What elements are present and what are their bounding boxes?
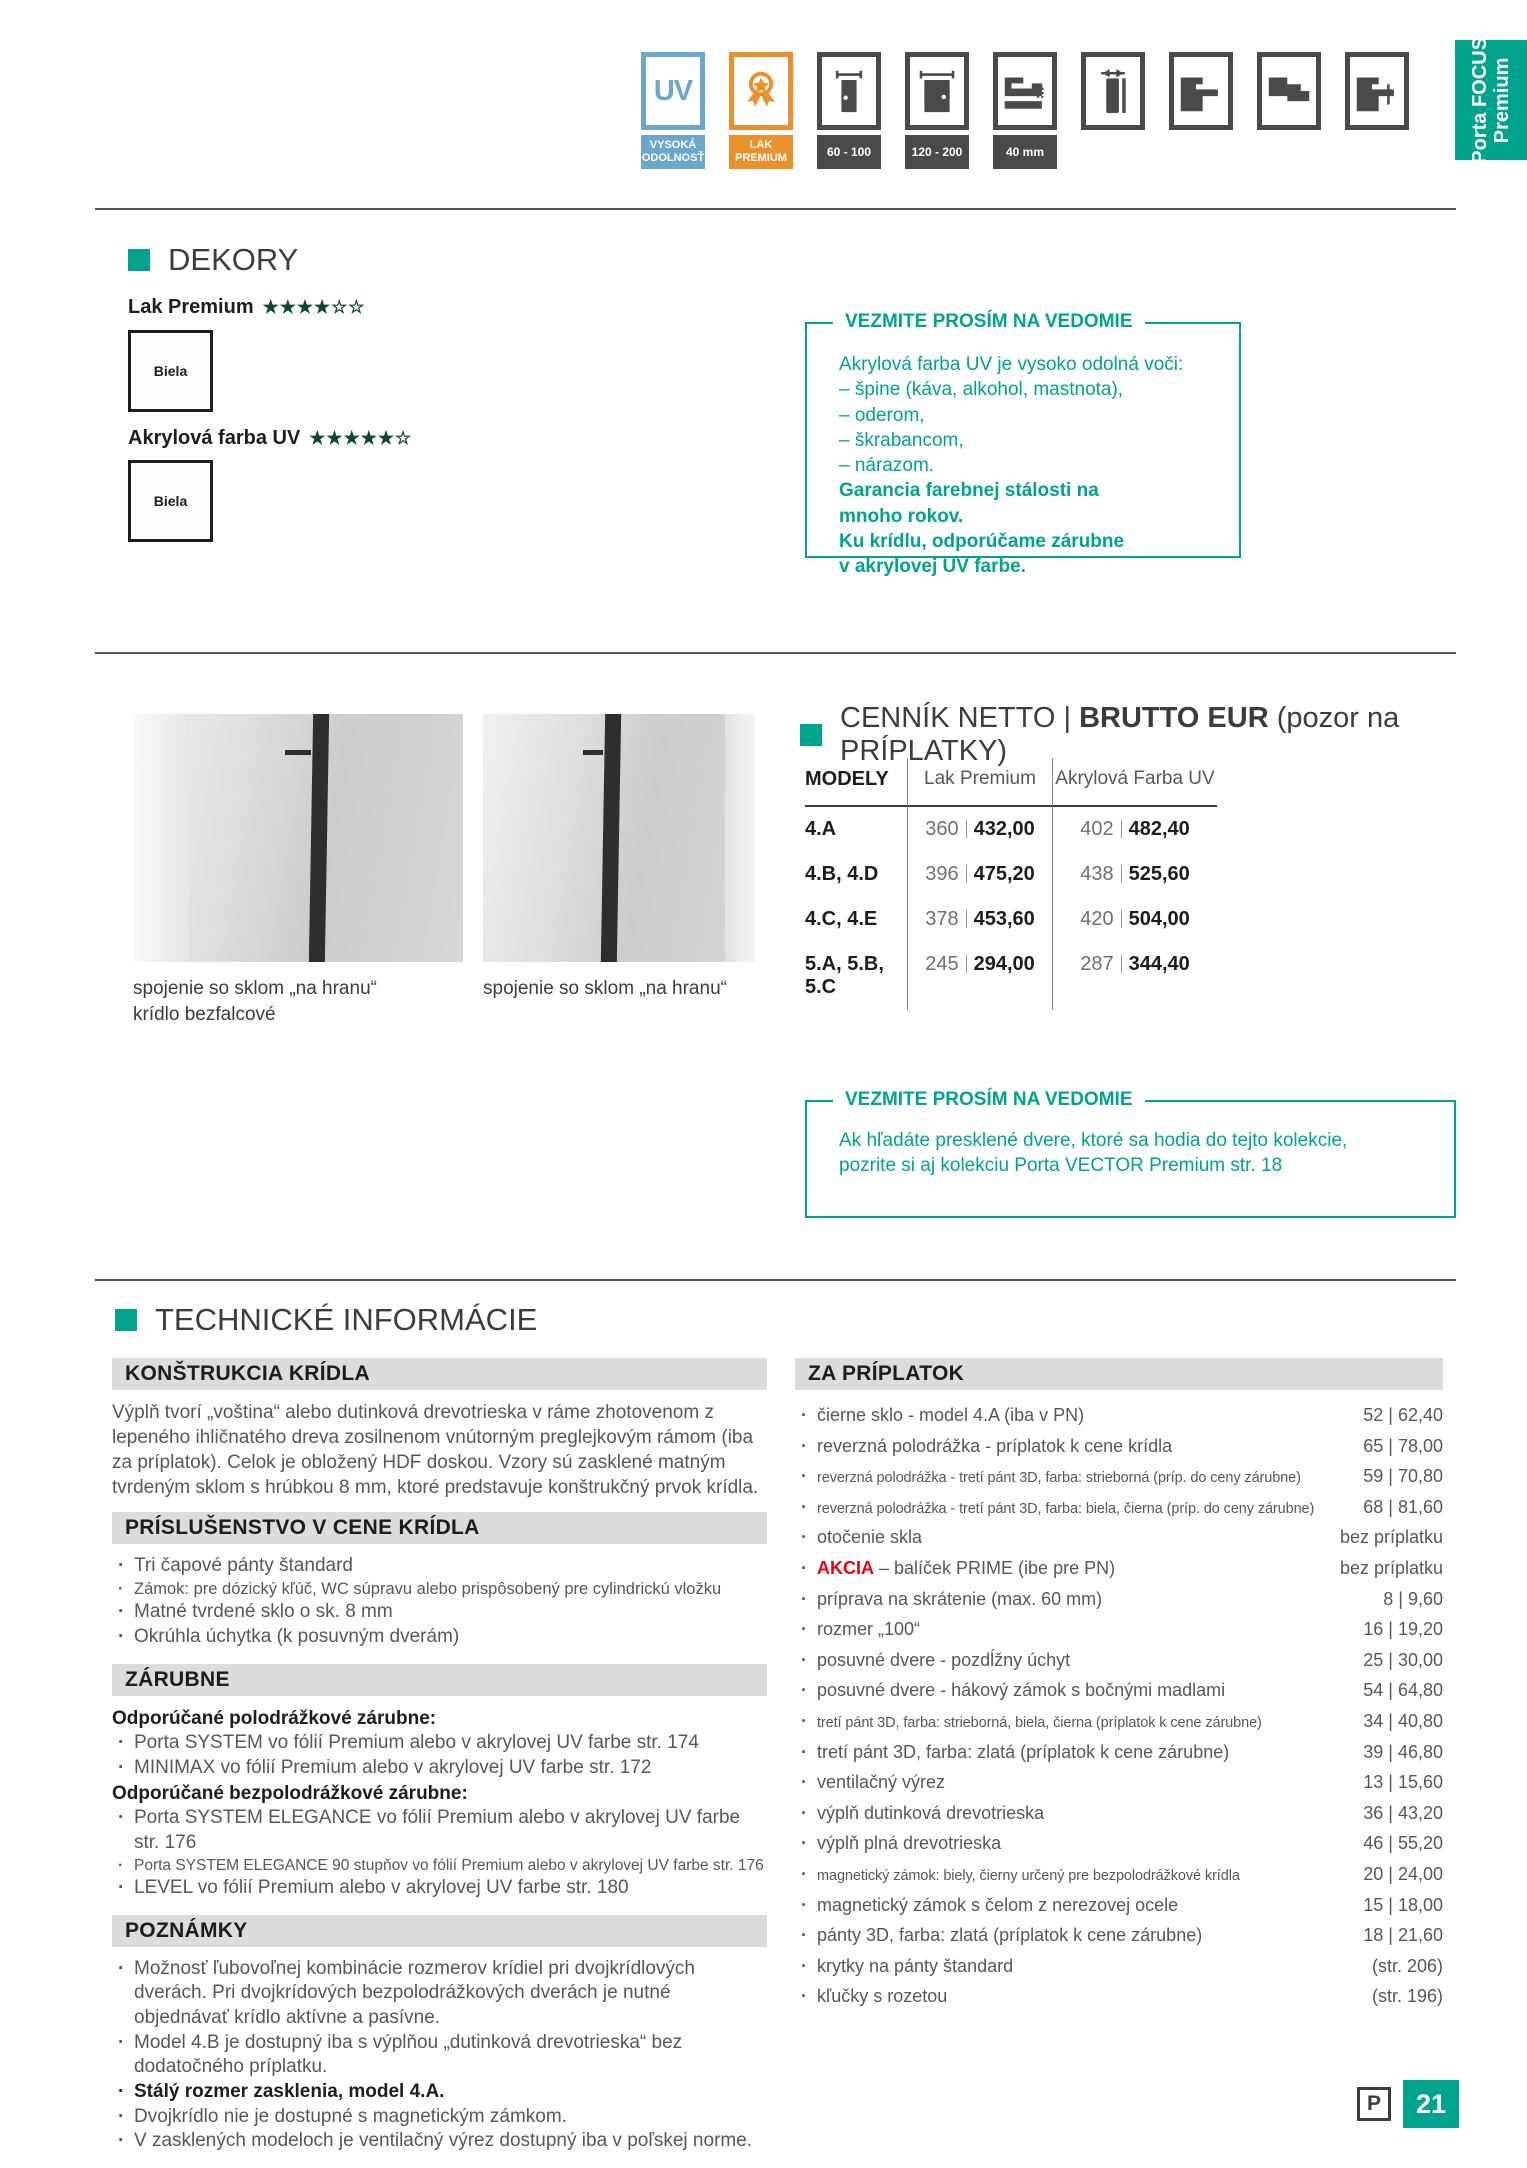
- section-bar-poznamky: POZNÁMKY: [112, 1915, 767, 1947]
- notice-title: VEZMITE PROSÍM NA VEDOMIE: [833, 311, 1145, 333]
- pricing-title: CENNÍK NETTO | BRUTTO EUR (pozor na PRÍPLATKY): [840, 702, 1400, 767]
- color-swatch-biela-lak[interactable]: [128, 330, 213, 412]
- price-cell: 378 453,60: [907, 897, 1052, 942]
- surcharge-row-akcia: · AKCIA – balíček PRIME (ibe pre PN) bez príplatku: [795, 1553, 1443, 1584]
- price-cell: 245 294,00: [907, 942, 1052, 1010]
- price-cell: 420 504,00: [1052, 897, 1217, 942]
- zarubne-list: [112, 1706, 767, 1901]
- surcharge-column: [795, 1358, 1443, 2012]
- list-item: · Stálý rozmer zasklenia, model 4.A.: [112, 2080, 767, 2105]
- surcharge-row: · rozmer „100“ 16 | 19,20: [795, 1614, 1443, 1645]
- uv-icon: UV: [641, 52, 705, 130]
- surcharge-row: · reverzná polodrážka - príplatok k cene krídla 65 | 78,00: [795, 1431, 1443, 1462]
- section-bar-prislusenstvo: PRÍSLUŠENSTVO V CENE KRÍDLA: [112, 1512, 767, 1544]
- tech-info-title: TECHNICKÉ INFORMÁCIE: [155, 1302, 538, 1337]
- badge-leaf-thickness: [993, 52, 1057, 169]
- leaf-thickness-profile-icon: [993, 52, 1057, 130]
- swatch-label: Biela: [153, 363, 188, 379]
- dekory-heading: [128, 242, 298, 278]
- list-item: · Okrúhla úchytka (k posuvným dverám): [112, 1625, 767, 1650]
- star-rating: ★★★★★☆: [309, 428, 413, 448]
- list-item: · MINIMAX vo fólií Premium alebo v akrylovej UV farbe str. 172: [112, 1756, 767, 1781]
- uv-badge-label: VYSOKÁ ODOLNOSŤ: [641, 135, 705, 169]
- column-header-akrylova-uv: Akrylová Farba UV: [1052, 758, 1217, 807]
- sliding-door-icon: [1081, 52, 1145, 130]
- akcia-flag: AKCIA: [817, 1557, 874, 1578]
- surcharge-row: · tretí pánt 3D, farba: zlatá (príplatok k cene zárubne) 39 | 46,80: [795, 1737, 1443, 1768]
- model-cell: 4.C, 4.E: [805, 908, 878, 930]
- frame-profile-icon-3: [1345, 52, 1409, 130]
- dekory-title: DEKORY: [168, 242, 299, 277]
- divider: [95, 652, 1456, 654]
- price-cell: 402 482,40: [1052, 807, 1217, 852]
- badge-door-width-small: [817, 52, 881, 169]
- frame-profile-icon-2: [1257, 52, 1321, 130]
- surcharge-row: · reverzná polodrážka - tretí pánt 3D, farba: biela, čierna (príp. do ceny zárubne) 68 | 81,60: [795, 1492, 1443, 1523]
- list-item: · Model 4.B je dostupný iba s výplňou „dutinková drevotrieska“ bez dodatočného príplatku.: [112, 2031, 767, 2080]
- door-width-small-label: 60 - 100: [817, 135, 881, 169]
- frame-profile-icon-1: [1169, 52, 1233, 130]
- surcharge-row: · tretí pánt 3D, farba: strieborná, biela, čierna (príplatok k cene zárubne) 34 | 40,80: [795, 1706, 1443, 1737]
- surcharge-row: · magnetický zámok s čelom z nerezovej ocele 15 | 18,00: [795, 1890, 1443, 1921]
- surcharge-row: · pánty 3D, farba: zlatá (príplatok k cene zárubne) 18 | 21,60: [795, 1920, 1443, 1951]
- surcharge-row: · krytky na pánty štandard (str. 206): [795, 1951, 1443, 1982]
- section-bar-zarubne: ZÁRUBNE: [112, 1664, 767, 1696]
- collection-tier: Premium: [1491, 57, 1513, 143]
- list-item: · Tri čapové pánty štandard: [112, 1554, 767, 1579]
- surcharge-row: · čierne sklo - model 4.A (iba v PN) 52 | 62,40: [795, 1400, 1443, 1431]
- notice-body: Akrylová farba UV je vysoko odolná voči: – špine (káva, alkohol, mastnota), – oderom, – škrabancom, – nárazom. Garancia farebnej stálosti na mnoho rokov. Ku krídlu, odporúčame zárubne v akrylovej UV farbe.: [839, 354, 1184, 578]
- surcharge-row: · výplň dutinková drevotrieska 36 | 43,20: [795, 1798, 1443, 1829]
- list-item: · Porta SYSTEM vo fólií Premium alebo v akrylovej UV farbe str. 174: [112, 1731, 767, 1756]
- narrow-door-icon: [817, 52, 881, 130]
- medal-star-icon: [729, 52, 793, 130]
- list-item: · V zasklených modeloch je ventilačný výrez dostupný iba v poľskej norme.: [112, 2129, 767, 2154]
- notice-title: VEZMITE PROSÍM NA VEDOMIE: [833, 1089, 1145, 1111]
- badge-lak-premium: [729, 52, 793, 169]
- star-rating: ★★★★☆☆: [262, 297, 366, 317]
- section-bar-konstrukcia: KONŠTRUKCIA KRÍDLA: [112, 1358, 767, 1390]
- list-item: · Porta SYSTEM ELEGANCE vo fólií Premium alebo v akrylovej UV farbe str. 176: [112, 1806, 767, 1855]
- list-item: · Zámok: pre dózický kľúč, WC súpravu alebo prispôsobený pre cylindrickú vložku: [112, 1579, 767, 1600]
- notice-box-uv: [805, 311, 1241, 578]
- notice-box-vector: [805, 1089, 1456, 1218]
- column-header-lak-premium: Lak Premium: [907, 758, 1052, 807]
- price-cell: 438 525,60: [1052, 852, 1217, 897]
- model-cell: 4.A: [805, 818, 837, 840]
- konstrukcia-text: Výplň tvorí „voština“ alebo dutinková drevotrieska v ráme zhotovenom z lepeného ihličnatého dreva zosilnenom vnútorným preglejkovým rámom (iba za príplatok). Celok je obložený HDF doskou. Vzory sú zasklené matným tvrdeným sklom s hrúbkou 8 mm, ktoré predstavuje konštrukčný prvok krídla.: [112, 1402, 759, 1499]
- surcharge-row: · posuvné dvere - hákový zámok s bočnými madlami 54 | 64,80: [795, 1675, 1443, 1706]
- surcharge-row: · príprava na skrátenie (max. 60 mm) 8 | 9,60: [795, 1584, 1443, 1615]
- poznamky-list: [112, 1957, 767, 2155]
- door-width-large-label: 120 - 200: [905, 135, 969, 169]
- badge-sliding-door: [1081, 52, 1145, 130]
- notice-body: Ak hľadáte presklené dvere, ktoré sa hodia do tejto kolekcie, pozrite si aj kolekciu Porta VECTOR Premium str. 18: [839, 1130, 1348, 1177]
- prislusenstvo-list: [112, 1554, 767, 1650]
- price-cell: 287 344,40: [1052, 942, 1217, 1010]
- surcharge-row: · ventilačný výrez 13 | 15,60: [795, 1767, 1443, 1798]
- section-bar-za-priplatok: ZA PRÍPLATOK: [795, 1358, 1443, 1390]
- price-cell: 396 475,20: [907, 852, 1052, 897]
- tech-left-column: [112, 1358, 767, 2168]
- teal-square-bullet: [128, 249, 150, 271]
- price-table: [805, 758, 1217, 1010]
- door-joint-photo-left: [133, 714, 463, 962]
- zarubne-subheading: Odporúčané polodrážkové zárubne:: [112, 1707, 437, 1729]
- photo-caption-right: spojenie so sklom „na hranu“: [483, 978, 727, 999]
- color-swatch-biela-akryl[interactable]: [128, 460, 213, 542]
- page-number-badge: 21: [1403, 2080, 1459, 2128]
- door-joint-photo-right: [483, 714, 755, 962]
- page-footer: [1357, 2080, 1459, 2128]
- lak-premium-badge-label: LAK PREMIUM: [729, 135, 793, 169]
- porta-logo: P: [1357, 2087, 1391, 2121]
- collection-side-tab-label: [1469, 37, 1514, 164]
- list-item: · Porta SYSTEM ELEGANCE 90 stupňov vo fólií Premium alebo v akrylovej UV farbe str. 176: [112, 1856, 767, 1876]
- finish-akrylova-uv: Akrylová farba UV ★★★★★☆: [128, 427, 413, 449]
- divider: [95, 1279, 1456, 1281]
- collection-name: Porta FOCUS: [1468, 36, 1491, 164]
- wide-door-icon: [905, 52, 969, 130]
- price-cell: 360 432,00: [907, 807, 1052, 852]
- teal-square-bullet: [115, 1309, 137, 1331]
- badge-frame-profile-2: [1257, 52, 1321, 130]
- badge-frame-profile-3: [1345, 52, 1409, 130]
- finish-lak-premium: Lak Premium ★★★★☆☆: [128, 296, 366, 318]
- surcharge-row: · otočenie skla bez príplatku: [795, 1522, 1443, 1553]
- zarubne-subheading: Odporúčané bezpolodrážkové zárubne:: [112, 1782, 468, 1804]
- list-item: · Možnosť ľubovoľnej kombinácie rozmerov krídiel pri dvojkrídlových dverách. Pri dvojkrídových bezpolodrážkových dverách je nutné objednávať krídlo aktívne a pasívne.: [112, 1957, 767, 2031]
- list-item: · Dvojkrídlo nie je dostupné s magnetickým zámkom.: [112, 2105, 767, 2130]
- swatch-label: Biela: [153, 493, 188, 509]
- surcharge-row: · výplň plná drevotrieska 46 | 55,20: [795, 1828, 1443, 1859]
- badge-frame-profile-1: [1169, 52, 1233, 130]
- model-cell: 5.A, 5.B, 5.C: [805, 953, 884, 998]
- model-cell: 4.B, 4.D: [805, 863, 879, 885]
- property-badges-row: [641, 52, 1409, 169]
- list-item: · Matné tvrdené sklo o sk. 8 mm: [112, 1600, 767, 1625]
- collection-side-tab[interactable]: [1455, 36, 1527, 164]
- list-item: · LEVEL vo fólií Premium alebo v akrylovej UV farbe str. 180: [112, 1876, 767, 1901]
- column-header-modely: MODELY: [805, 758, 907, 807]
- photo-caption-left: spojenie so sklom „na hranu“ krídlo bezfalcové: [133, 978, 377, 1025]
- leaf-thickness-label: 40 mm: [993, 135, 1057, 169]
- surcharge-row: · reverzná polodrážka - tretí pánt 3D, farba: strieborná (príp. do ceny zárubne) 59 | 70,80: [795, 1461, 1443, 1492]
- tech-info-heading: [115, 1302, 537, 1338]
- badge-door-width-large: [905, 52, 969, 169]
- surcharge-row: · posuvné dvere - pozdĺžny úchyt 25 | 30,00: [795, 1645, 1443, 1676]
- badge-uv-resistance: [641, 52, 705, 169]
- teal-square-bullet: [800, 724, 822, 746]
- divider: [95, 208, 1456, 210]
- surcharge-row: · kľučky s rozetou (str. 196): [795, 1981, 1443, 2012]
- surcharge-row: · magnetický zámok: biely, čierny určený pre bezpolodrážkové krídla 20 | 24,00: [795, 1859, 1443, 1890]
